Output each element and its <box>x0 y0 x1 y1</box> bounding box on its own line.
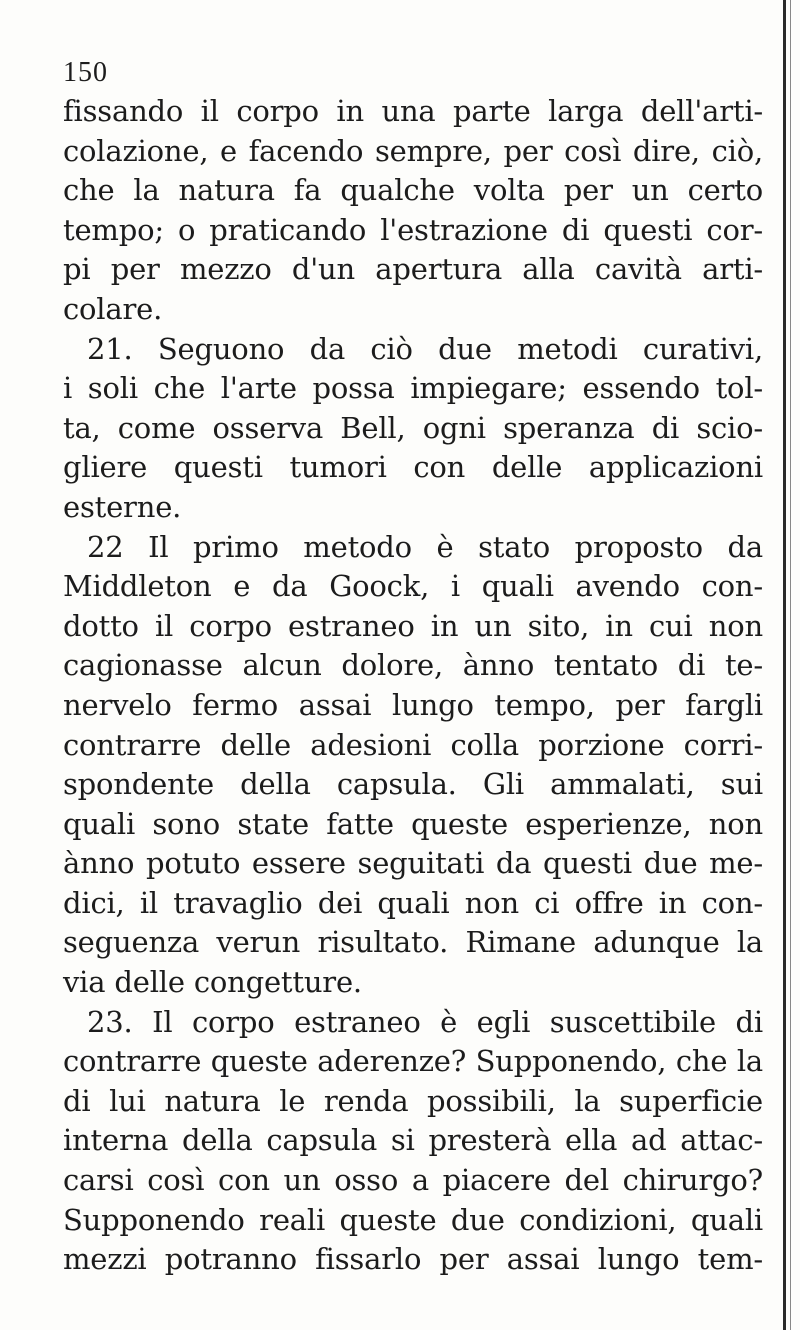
text-line: colare. <box>63 291 163 326</box>
paragraph-22-start: 22 Il primo metodo è stato proposto da <box>87 529 763 564</box>
text-line: via delle congetture. <box>63 965 362 1000</box>
text-line: spondente della capsula. Gli ammalati, sui <box>63 767 763 802</box>
text-line: i soli che l'arte possa impiegare; essendo tol- <box>63 371 763 406</box>
paragraph-21-start: 21. Seguono da ciò due metodi curativi, <box>87 331 763 366</box>
text-line: mezzi potranno fissarlo per assai lungo tem- <box>63 1242 763 1277</box>
text-line: carsi così con un osso a piacere del chirurgo? <box>63 1163 763 1198</box>
text-line: ànno potuto essere seguitati da questi due me- <box>63 846 763 881</box>
text-line: seguenza verun risultato. Rimane adunque la <box>63 925 763 960</box>
text-line: contrarre delle adesioni colla porzione corri- <box>63 727 763 762</box>
text-line: dici, il travaglio dei quali non ci offre in con- <box>63 885 763 920</box>
page-edge-rule-thin <box>790 0 791 1330</box>
page-edge-rule <box>783 0 786 1330</box>
text-line: interna della capsula si presterà ella ad attac- <box>63 1123 763 1158</box>
text-line: Middleton e da Goock, i quali avendo con- <box>63 569 763 604</box>
page-number: 150 <box>63 57 108 88</box>
text-line: nervelo fermo assai lungo tempo, per fargli <box>63 687 763 722</box>
text-line: Supponendo reali queste due condizioni, quali <box>63 1202 763 1237</box>
text-line: gliere questi tumori con delle applicazioni <box>63 450 763 485</box>
text-line: contrarre queste aderenze? Supponendo, che la <box>63 1044 763 1079</box>
text-line: colazione, e facendo sempre, per così dire, ciò, <box>63 133 763 168</box>
body-text <box>63 92 763 1280</box>
text-line: ta, come osserva Bell, ogni speranza di scio- <box>63 410 763 445</box>
text-line: cagionasse alcun dolore, ànno tentato di te- <box>63 648 763 683</box>
text-line: dotto il corpo estraneo in un sito, in cui non <box>63 608 763 643</box>
paragraph-23-start: 23. Il corpo estraneo è egli suscettibile di <box>87 1004 763 1039</box>
text-line: esterne. <box>63 489 182 524</box>
text-line: tempo; o praticando l'estrazione di questi cor- <box>63 212 763 247</box>
text-line: fissando il corpo in una parte larga dell'arti- <box>63 94 763 128</box>
text-line: pi per mezzo d'un apertura alla cavità arti- <box>63 252 763 287</box>
text-line: quali sono state fatte queste esperienze, non <box>63 806 763 841</box>
text-line: di lui natura le renda possibili, la superficie <box>63 1083 763 1118</box>
text-line: che la natura fa qualche volta per un certo <box>63 173 763 208</box>
